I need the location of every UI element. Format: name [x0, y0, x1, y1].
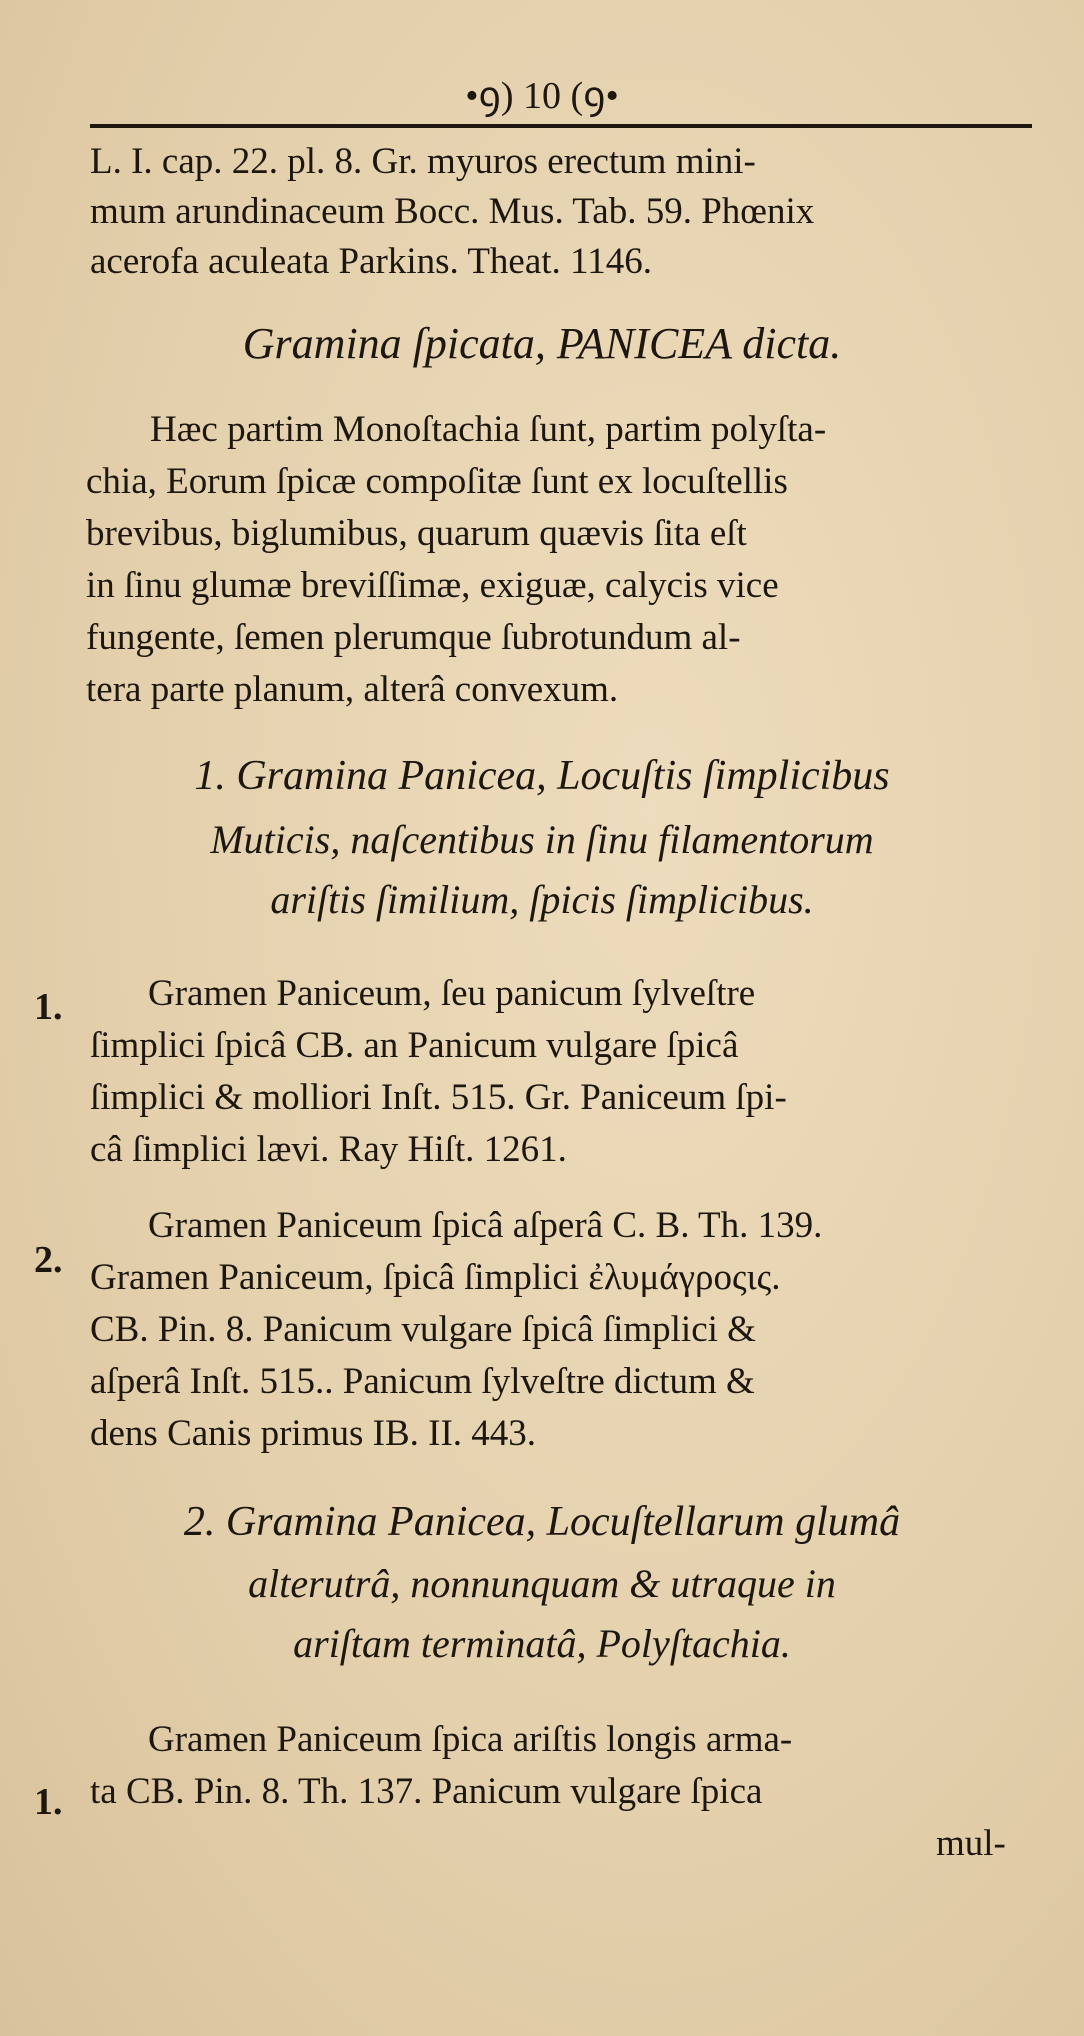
- catchword: mul-: [936, 1823, 1006, 1864]
- margin-number: 1.: [34, 986, 63, 1028]
- text-line: Gramen Paniceum, ſeu panicum ſylveſtre: [148, 973, 756, 1014]
- text-line: acerofa aculeata Parkins. Theat. 1146.: [90, 241, 652, 282]
- subsection-heading: 1. Gramina Panicea, Locuſtis ſimplicibus: [194, 753, 890, 799]
- text-line: fungente, ſemen plerumque ſubrotundum al-: [86, 617, 741, 658]
- text-line: ſimplici ſpicâ CB. an Panicum vulgare ſpicâ: [90, 1025, 739, 1066]
- text-line: Gramen Paniceum, ſpicâ ſimplici ἐλυμάγροςις.: [90, 1257, 781, 1298]
- text-line: brevibus, biglumibus, quarum quævis ſita eſt: [86, 513, 747, 554]
- text-line: câ ſimplici lævi. Ray Hiſt. 1261.: [90, 1129, 567, 1170]
- text-line: Gramen Paniceum ſpicâ aſperâ C. B. Th. 139.: [148, 1205, 823, 1246]
- text-line: CB. Pin. 8. Panicum vulgare ſpicâ ſimplici &: [90, 1309, 756, 1350]
- margin-number: 1.: [34, 1781, 63, 1823]
- text-line: dens Canis primus IB. II. 443.: [90, 1413, 537, 1454]
- text-line: in ſinu glumæ breviſſimæ, exiguæ, calycis vice: [86, 565, 779, 606]
- subsection-heading: alterutrâ, nonnunquam & utraque in: [248, 1561, 836, 1606]
- text-line: aſperâ Inſt. 515.. Panicum ſylveſtre dictum &: [90, 1361, 755, 1402]
- text-line: ſimplici & molliori Inſt. 515. Gr. Paniceum ſpi-: [90, 1077, 787, 1118]
- text-line: mum arundinaceum Bocc. Mus. Tab. 59. Phœnix: [90, 191, 815, 232]
- running-header: •ꝯ) 10 (ꝯ•: [465, 75, 619, 117]
- text-line: L. I. cap. 22. pl. 8. Gr. myuros erectum mini-: [90, 141, 756, 182]
- subsection-heading: Muticis, naſcentibus in ſinu filamentorum: [210, 817, 874, 862]
- text-line: ta CB. Pin. 8. Th. 137. Panicum vulgare ſpica: [90, 1771, 763, 1812]
- text-line: tera parte planum, alterâ convexum.: [86, 669, 619, 710]
- section-heading: Gramina ſpicata, PANICEA dicta.: [242, 319, 842, 368]
- text-line: chia, Eorum ſpicæ compoſitæ ſunt ex locuſtellis: [86, 461, 788, 502]
- header-rule: [90, 124, 1032, 128]
- subsection-heading: 2. Gramina Panicea, Locuſtellarum glumâ: [183, 1499, 901, 1545]
- text-line: Gramen Paniceum ſpica ariſtis longis arma-: [148, 1719, 793, 1760]
- margin-number: 2.: [34, 1239, 63, 1281]
- subsection-heading: ariſtam terminatâ, Polyſtachia.: [293, 1621, 791, 1666]
- text-line: Hæc partim Monoſtachia ſunt, partim polyſta-: [150, 409, 827, 450]
- subsection-heading: ariſtis ſimilium, ſpicis ſimplicibus.: [270, 877, 814, 922]
